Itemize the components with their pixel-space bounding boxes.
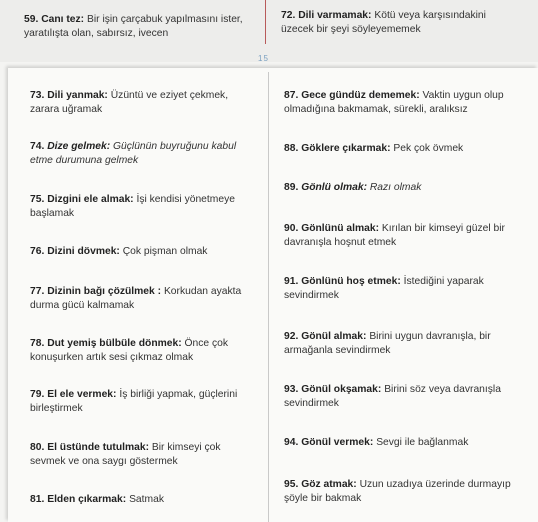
entry-term: Dize gelmek: — [47, 141, 111, 152]
entry-81 — [30, 493, 255, 507]
entry-term: Göz atmak: — [301, 479, 357, 490]
entry-91 — [284, 275, 512, 303]
entry-term: Dut yemiş bülbüle dönmek: — [47, 338, 182, 349]
entry-term: Gönlü olmak: — [301, 182, 367, 193]
entry-75 — [30, 193, 255, 221]
entry-number: 95. — [284, 479, 299, 490]
entry-term: Gönül almak: — [301, 331, 367, 342]
entry-number: 76. — [30, 246, 45, 257]
entry-89 — [284, 181, 512, 195]
entry-definition: İstediğini yaparak sevindirmek — [284, 276, 484, 301]
entry-definition: Bir kimseyi çok sevmek ve ona saygı göstermek — [30, 442, 221, 467]
entry-74 — [30, 140, 255, 168]
entry-definition: Vaktin uygun olup olmadığına bakmamak, sürekli, aralıksız — [284, 90, 504, 115]
entry-number: 88. — [284, 143, 299, 154]
entry-number: 80. — [30, 442, 45, 453]
entry-term: Dizini dövmek: — [47, 246, 120, 257]
entry-number: 78. — [30, 338, 45, 349]
entry-76 — [30, 245, 255, 259]
top-column-divider — [265, 0, 266, 44]
entry-number: 79. — [30, 389, 45, 400]
entry-number: 91. — [284, 276, 299, 287]
entry-term: Gönül vermek: — [301, 437, 374, 448]
entry-term: Elden çıkarmak: — [47, 494, 127, 505]
entry-term: Dizgini ele almak: — [47, 194, 134, 205]
entry-definition: Satmak — [129, 494, 164, 505]
entry-definition: Birini söz veya davranışla sevindirmek — [284, 384, 501, 409]
entry-term: Göklere çıkarmak: — [301, 143, 391, 154]
entry-definition: Sevgi ile bağlanmak — [376, 437, 469, 448]
entry-80 — [30, 441, 255, 469]
entry-definition: Kırılan bir kimseyi güzel bir davranışla hoşnut etmek — [284, 223, 505, 248]
entry-definition: Birini uygun davranışla, bir armağanla sevindirmek — [284, 331, 491, 356]
entry-term: El ele vermek: — [47, 389, 117, 400]
entry-definition: Korkudan ayakta durma gücü kalmamak — [30, 286, 242, 311]
entry-number: 81. — [30, 494, 45, 505]
entry-72 — [281, 9, 511, 37]
entry-87 — [284, 89, 512, 117]
entry-number: 92. — [284, 331, 299, 342]
entry-term: El üstünde tutulmak: — [47, 442, 150, 453]
entry-term: Gönlünü hoş etmek: — [301, 276, 401, 287]
entry-definition: Çok pişman olmak — [122, 246, 208, 257]
entry-definition: Üzüntü ve eziyet çekmek, zarara uğramak — [30, 90, 229, 115]
entry-definition: Kötü veya karşısındakini üzecek bir şeyi söyleyememek — [281, 10, 486, 35]
entry-88 — [284, 142, 512, 156]
entry-term: Canı tez: — [41, 14, 85, 25]
entry-term: Dizinin bağı çözülmek : — [47, 286, 162, 297]
entry-definition: Önce çok konuşurken artık sesi çıkmaz olmak — [30, 338, 229, 363]
column-divider — [268, 72, 269, 522]
entry-number: 75. — [30, 194, 45, 205]
entry-73 — [30, 89, 255, 117]
entry-definition: Pek çok övmek — [393, 143, 464, 154]
entry-number: 74. — [30, 141, 45, 152]
entry-definition: İş birliği yapmak, güçlerini birleştirmek — [30, 389, 238, 414]
entry-94 — [284, 436, 512, 450]
entry-definition: Güçlünün buyruğunu kabul etme durumuna gelmek — [30, 141, 237, 166]
entry-term: Dili varmamak: — [298, 10, 372, 21]
entry-term: Gönül okşamak: — [301, 384, 382, 395]
entry-number: 89. — [284, 182, 299, 193]
entry-77 — [30, 285, 255, 313]
entry-number: 77. — [30, 286, 45, 297]
entry-number: 72. — [281, 10, 296, 21]
entry-number: 93. — [284, 384, 299, 395]
entry-78 — [30, 337, 255, 365]
entry-number: 90. — [284, 223, 299, 234]
entry-95 — [284, 478, 512, 506]
entry-number: 87. — [284, 90, 299, 101]
entry-term: Gece gündüz dememek: — [301, 90, 420, 101]
entry-number: 94. — [284, 437, 299, 448]
entry-93 — [284, 383, 512, 411]
entry-number: 73. — [30, 90, 45, 101]
page-number: 15 — [258, 54, 269, 63]
entry-term: Dili yanmak: — [47, 90, 108, 101]
entry-90 — [284, 222, 512, 250]
entry-definition: Bir işin çarçabuk yapılmasını ister, yaratılışta olan, sabırsız, ivecen — [24, 14, 243, 39]
entry-number: 59. — [24, 14, 39, 25]
entry-59 — [24, 13, 254, 41]
entry-79 — [30, 388, 255, 416]
entry-92 — [284, 330, 512, 358]
entry-definition: İşi kendisi yönetmeye başlamak — [30, 194, 235, 219]
entry-definition: Uzun uzadıya üzerinde durmayıp şöyle bir bakmak — [284, 479, 511, 504]
entry-term: Gönlünü almak: — [301, 223, 380, 234]
entry-definition: Razı olmak — [369, 182, 422, 193]
